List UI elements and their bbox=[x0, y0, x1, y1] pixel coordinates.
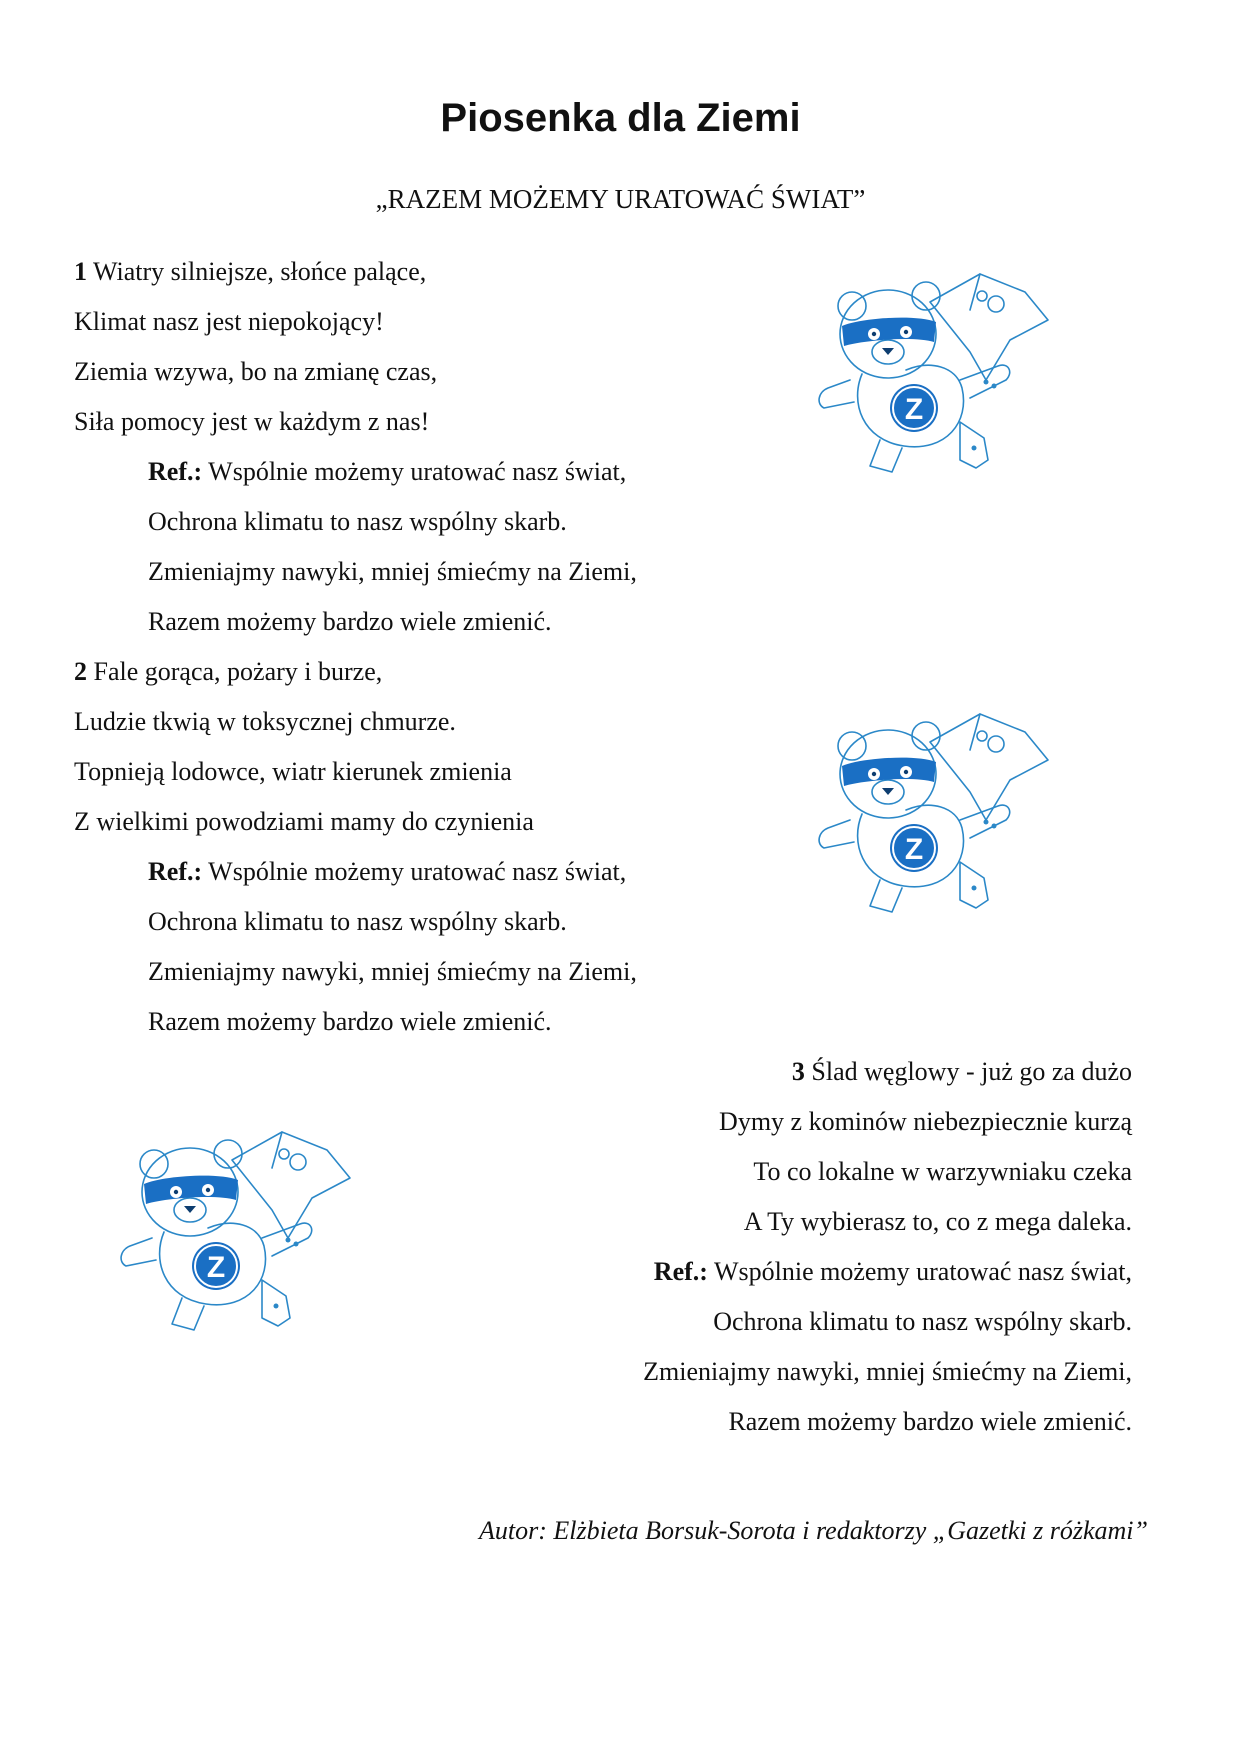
verse-3-number: 3 bbox=[791, 1057, 805, 1086]
verse-2-line-3: Topnieją lodowce, wiatr kierunek zmienia bbox=[74, 757, 512, 786]
svg-text:Z: Z bbox=[206, 1251, 226, 1284]
refrain-2-line-3: Zmieniajmy nawyki, mniej śmiećmy na Ziemi, bbox=[148, 957, 637, 986]
refrain-3-line-1-text: Wspólnie możemy uratować nasz świat, bbox=[713, 1257, 1132, 1286]
verse-3-line-2: Dymy z kominów niebezpiecznie kurzą bbox=[719, 1107, 1132, 1136]
verse-3-line-1 bbox=[792, 1054, 1132, 1090]
verse-1-line-1 bbox=[74, 254, 426, 290]
refrain-1-line-1-text: Wspólnie możemy uratować nasz świat, bbox=[208, 457, 627, 486]
refrain-2-line-1 bbox=[148, 854, 626, 890]
page-title: Piosenka dla Ziemi bbox=[440, 96, 801, 140]
refrain-3-line-2: Ochrona klimatu to nasz wspólny skarb. bbox=[713, 1307, 1132, 1336]
verse-2-line-2: Ludzie tkwią w toksycznej chmurze. bbox=[74, 707, 456, 736]
refrain-1-line-3: Zmieniajmy nawyki, mniej śmiećmy na Ziemi, bbox=[148, 557, 637, 586]
refrain-3-label: Ref.: bbox=[653, 1257, 708, 1286]
refrain-1-line-2: Ochrona klimatu to nasz wspólny skarb. bbox=[148, 507, 567, 536]
superhero-bear-icon bbox=[112, 1120, 362, 1350]
refrain-3-line-4: Razem możemy bardzo wiele zmienić. bbox=[728, 1407, 1132, 1436]
svg-text:Z: Z bbox=[904, 833, 924, 866]
refrain-1-line-4: Razem możemy bardzo wiele zmienić. bbox=[148, 607, 552, 636]
refrain-3-line-1 bbox=[654, 1254, 1132, 1290]
verse-2-line-1 bbox=[74, 654, 382, 690]
verse-2-number: 2 bbox=[74, 657, 87, 686]
refrain-2-line-2: Ochrona klimatu to nasz wspólny skarb. bbox=[148, 907, 567, 936]
verse-1-line-3: Ziemia wzywa, bo na zmianę czas, bbox=[74, 357, 438, 386]
verse-2-line-1-text: Fale gorąca, pożary i burze, bbox=[93, 657, 383, 686]
verse-1-line-4: Siła pomocy jest w każdym z nas! bbox=[74, 407, 430, 436]
verse-3-line-4: A Ty wybierasz to, co z mega daleka. bbox=[743, 1207, 1132, 1236]
svg-text:Z: Z bbox=[904, 393, 924, 426]
author-credit: Autor: Elżbieta Borsuk-Sorota i redaktorzy „Gazetki z różkami” bbox=[479, 1516, 1148, 1545]
superhero-bear-icon bbox=[810, 262, 1060, 492]
verse-1-line-2: Klimat nasz jest niepokojący! bbox=[74, 307, 384, 336]
verse-1-number: 1 bbox=[74, 257, 87, 286]
verse-2-line-4: Z wielkimi powodziami mamy do czynienia bbox=[74, 807, 534, 836]
refrain-3-line-3: Zmieniajmy nawyki, mniej śmiećmy na Ziemi, bbox=[643, 1357, 1132, 1386]
refrain-2-label: Ref.: bbox=[148, 857, 203, 886]
verse-1-line-1-text: Wiatry silniejsze, słońce palące, bbox=[93, 257, 427, 286]
refrain-1-line-1 bbox=[148, 454, 626, 490]
refrain-1-label: Ref.: bbox=[148, 457, 203, 486]
verse-3-line-1-text: Ślad węglowy - już go za dużo bbox=[811, 1057, 1132, 1086]
refrain-2-line-4: Razem możemy bardzo wiele zmienić. bbox=[148, 1007, 552, 1036]
superhero-bear-icon bbox=[810, 702, 1060, 932]
song-subtitle: „RAZEM MOŻEMY URATOWAĆ ŚWIAT” bbox=[375, 184, 866, 214]
verse-3-line-3: To co lokalne w warzywniaku czeka bbox=[753, 1157, 1132, 1186]
refrain-2-line-1-text: Wspólnie możemy uratować nasz świat, bbox=[208, 857, 627, 886]
